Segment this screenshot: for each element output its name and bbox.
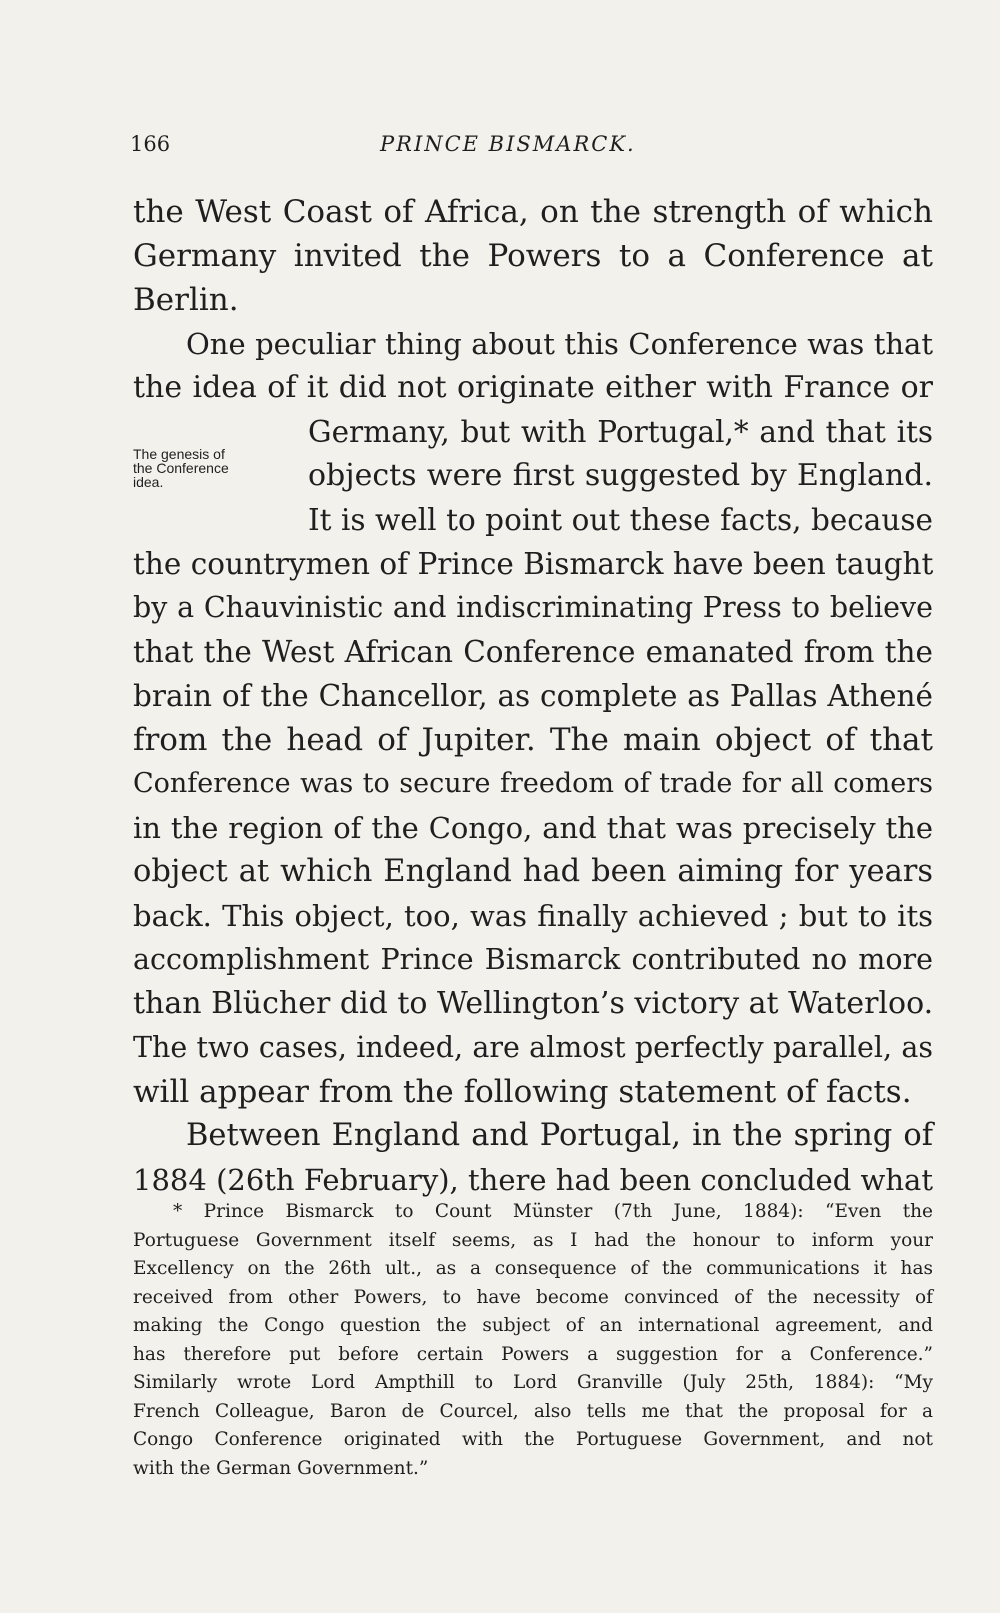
body-line: Conference was to secure freedom of trade for all comers	[133, 768, 933, 799]
body-line: the West Coast of Africa, on the strength of which	[133, 194, 933, 230]
body-line: from the head of Jupiter. The main object of that	[133, 722, 933, 758]
body-line: It is well to point out these facts, because	[308, 503, 933, 537]
body-line: accomplishment Prince Bismarck contributed no more	[133, 943, 933, 976]
body-line: back. This object, too, was finally achieved ; but to its	[133, 899, 933, 933]
footnote-line: with the German Government.”	[133, 1457, 429, 1479]
body-line: Berlin.	[133, 282, 239, 318]
running-title: PRINCE BISMARCK.	[380, 132, 636, 156]
body-line: The two cases, indeed, are almost perfectly parallel, as	[133, 1031, 933, 1064]
body-line: in the region of the Congo, and that was precisely the	[133, 811, 933, 845]
footnote-line: * Prince Bismarck to Count Münster (7th June, 1884): “Even the	[173, 1201, 933, 1222]
page-header	[130, 132, 930, 166]
body-line: by a Chauvinistic and indiscriminating Press to believe	[133, 591, 933, 624]
body-text	[133, 190, 933, 1202]
page-number: 166	[130, 132, 171, 156]
body-line: Between England and Portugal, in the spring of	[186, 1118, 933, 1153]
margin-note-line: the Conference	[133, 460, 229, 476]
footnote-line: received from other Powers, to have become convinced of the necessity of	[133, 1286, 933, 1308]
footnote-line: making the Congo question the subject of an international agreement, and	[133, 1315, 933, 1336]
body-line: object at which England had been aiming for years	[133, 854, 933, 889]
margin-note-line: The genesis of	[133, 446, 225, 462]
body-line: One peculiar thing about this Conference was that	[186, 327, 933, 361]
body-line: objects were first suggested by England.	[308, 458, 933, 493]
margin-note-line: idea.	[133, 474, 164, 490]
body-line: than Blücher did to Wellington’s victory at Waterloo.	[133, 986, 934, 1021]
body-line: 1884 (26th February), there had been concluded what	[133, 1163, 933, 1197]
footnote	[133, 1198, 933, 1483]
body-line: Germany invited the Powers to a Conference at	[133, 238, 933, 274]
footnote-line: Similarly wrote Lord Ampthill to Lord Granville (July 25th, 1884): “My	[133, 1372, 933, 1393]
body-line: will appear from the following statement of facts.	[133, 1074, 912, 1110]
body-line: the idea of it did not originate either with France or	[133, 370, 933, 405]
footnote-line: Excellency on the 26th ult., as a consequence of the communications it has	[133, 1258, 933, 1279]
footnote-line: has therefore put before certain Powers a suggestion for a Conference.”	[133, 1343, 933, 1365]
body-line: Germany, but with Portugal,* and that its	[308, 415, 933, 449]
footnote-line: Congo Conference originated with the Portuguese Government, and not	[133, 1429, 933, 1450]
body-line: the countrymen of Prince Bismarck have been taught	[133, 547, 934, 581]
body-line: that the West African Conference emanated from the	[133, 635, 933, 669]
footnote-line: French Colleague, Baron de Courcel, also tells me that the proposal for a	[133, 1400, 933, 1422]
footnote-line: Portuguese Government itself seems, as I had the honour to inform your	[133, 1229, 933, 1251]
body-line: brain of the Chancellor, as complete as Pallas Athené	[133, 679, 933, 713]
